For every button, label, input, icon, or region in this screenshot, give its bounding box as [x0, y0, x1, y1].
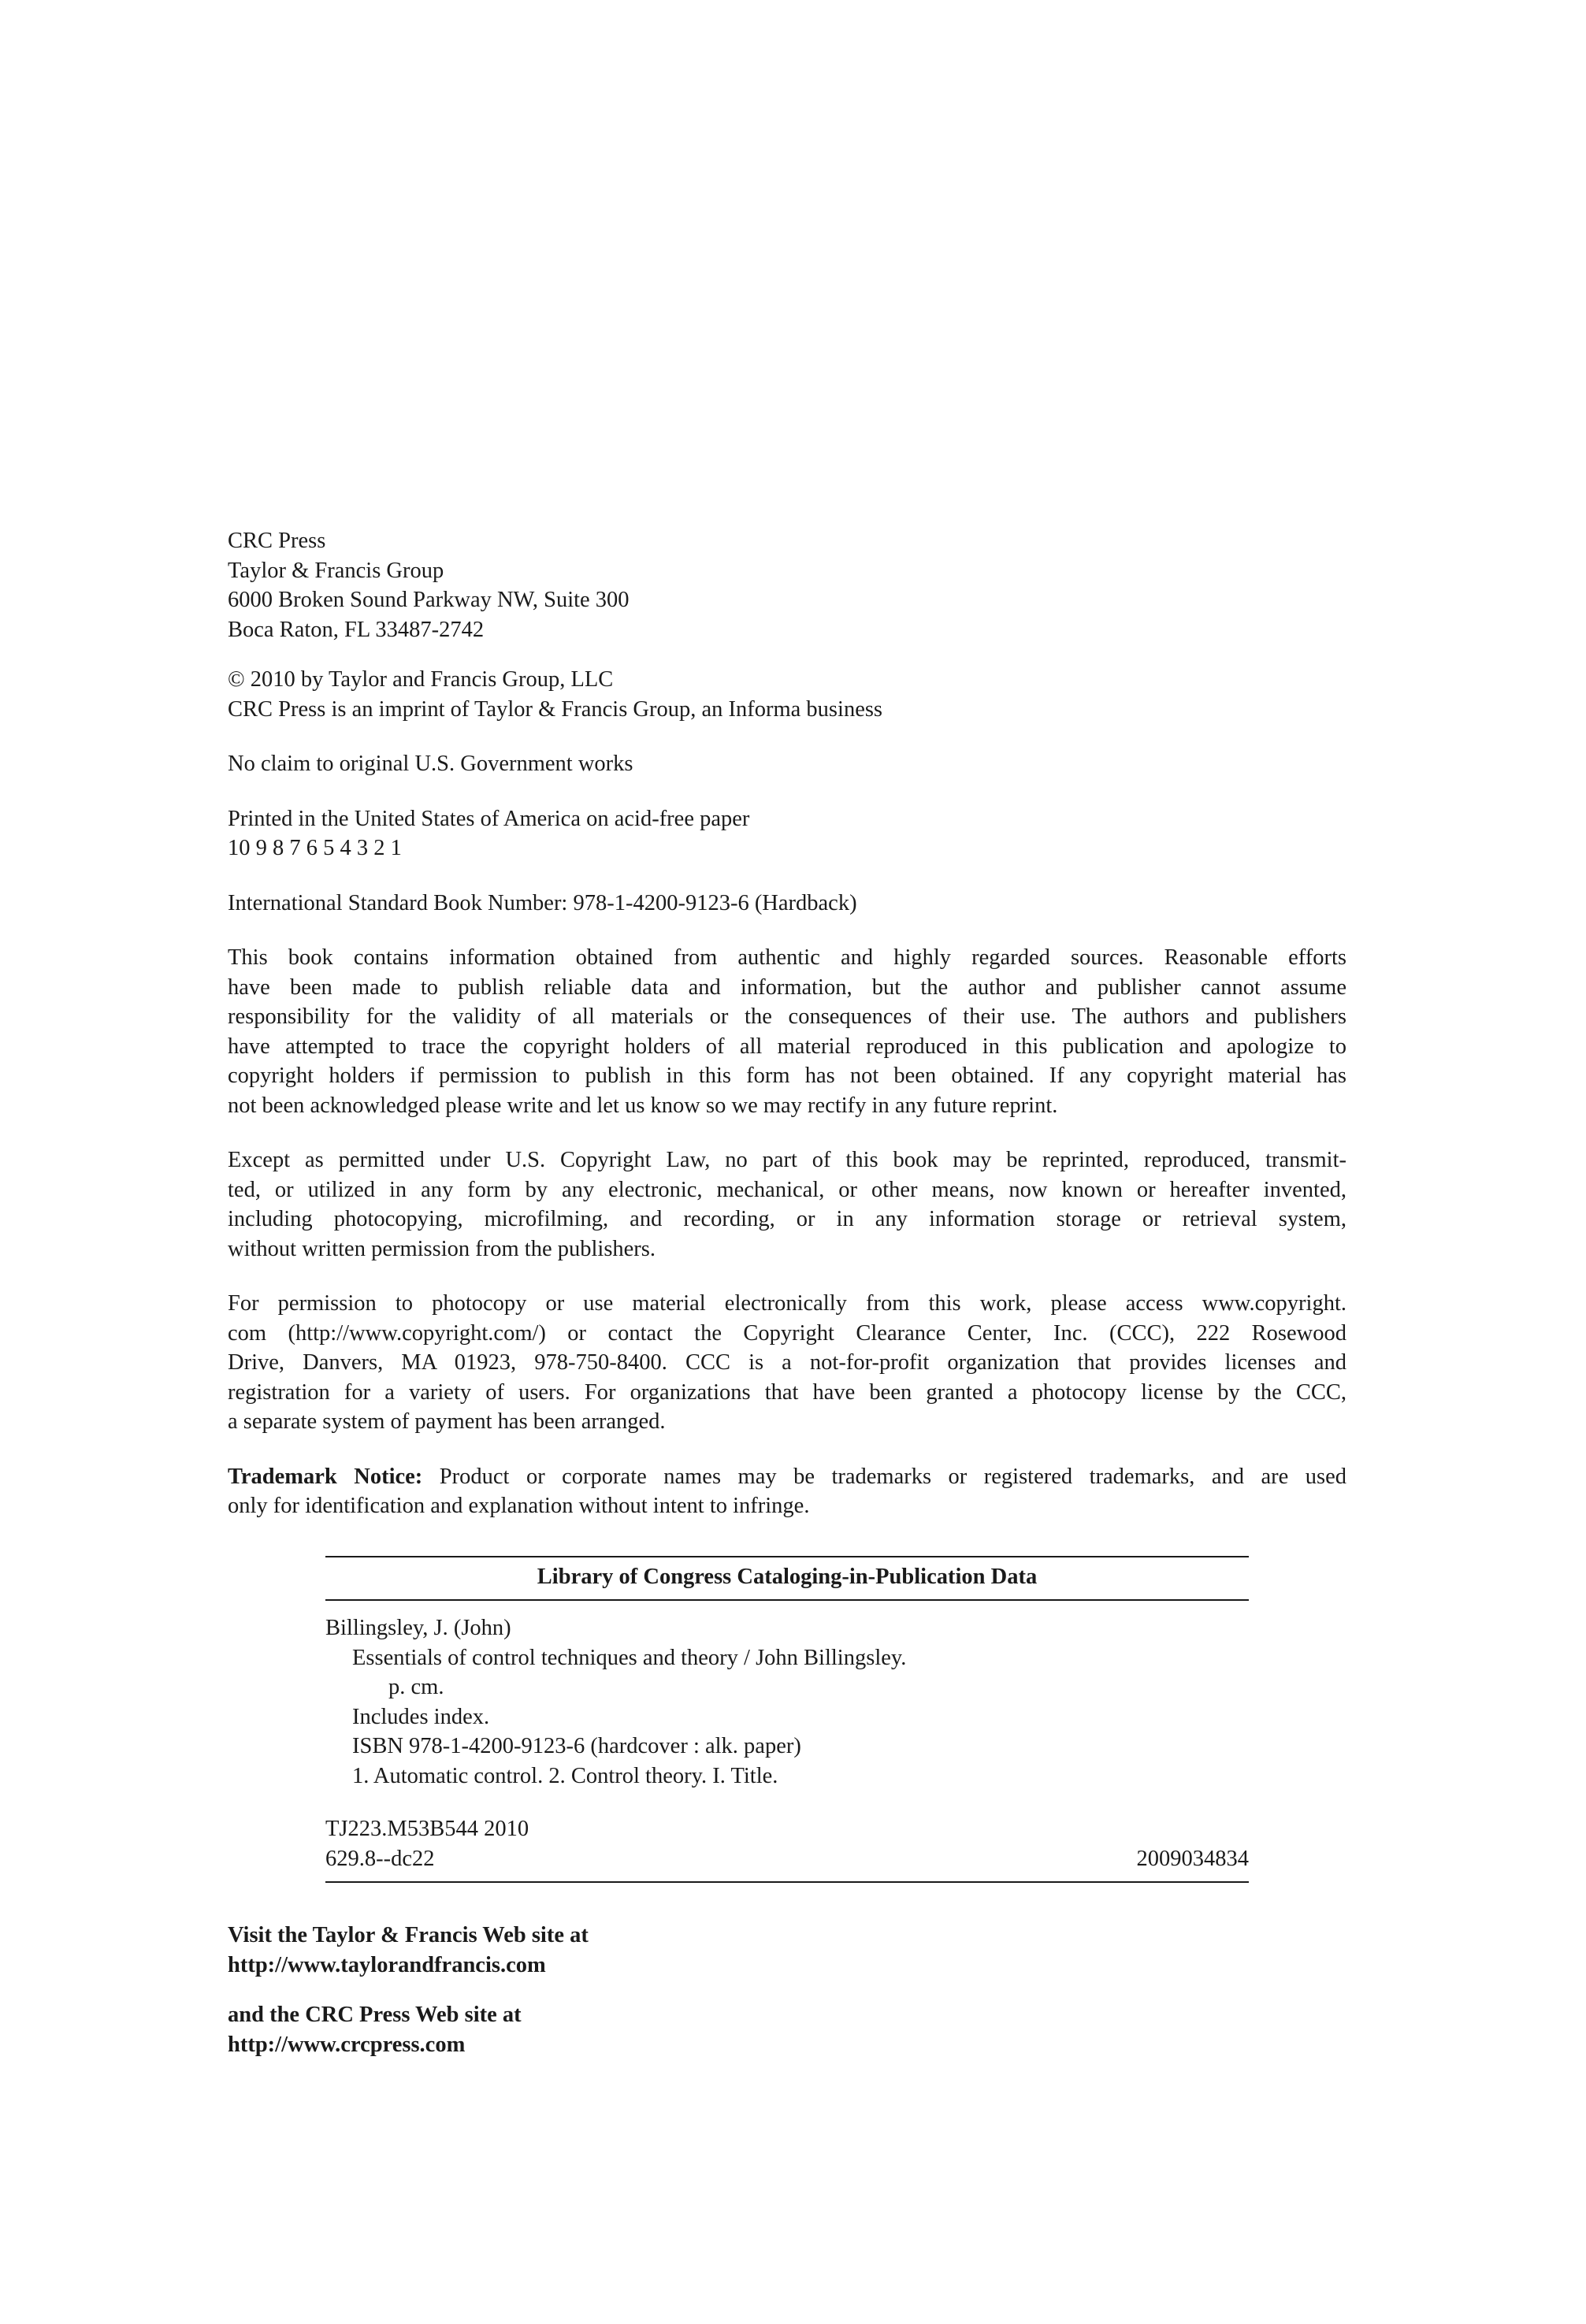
government-notice	[228, 749, 1346, 779]
copyright-line: © 2010 by Taylor and Francis Group, LLC	[228, 667, 614, 692]
cip-lccn: 2009034834	[1136, 1846, 1249, 1871]
trademark-notice	[228, 1462, 1346, 1521]
trademark-line-2: only for identification and explanation without intent to infringe.	[228, 1494, 810, 1518]
cip-dewey: 629.8--dc22	[325, 1846, 435, 1871]
publisher-address-line1: 6000 Broken Sound Parkway NW, Suite 300	[228, 588, 630, 612]
cip-lc-class: TJ223.M53B544 2010	[325, 1817, 529, 1841]
paragraph-line: com (http://www.copyright.com/) or contact the Copyright Clearance Center, Inc. (CCC), 222 Rosewood	[228, 1320, 1346, 1346]
paragraph-line: For permission to photocopy or use material electronically from this work, please access www.copyright.	[228, 1291, 1346, 1316]
publisher-name: CRC Press	[228, 529, 326, 553]
cip-subjects: 1. Automatic control. 2. Control theory. I. Title.	[352, 1763, 778, 1788]
printing-info	[228, 804, 1346, 863]
publisher-address-line2: Boca Raton, FL 33487-2742	[228, 617, 485, 642]
isbn-statement	[228, 889, 1346, 919]
paragraph-line: Except as permitted under U.S. Copyright Law, no part of this book may be reprinted, reproduced, transmit-	[228, 1148, 1346, 1172]
copyright-notice	[228, 665, 1346, 724]
paragraph-line: not been acknowledged please write and let us know so we may rectify in any future reprint.	[228, 1093, 1058, 1118]
cip-title: Library of Congress Cataloging-in-Publication Data	[537, 1564, 1038, 1589]
permission-paragraph	[228, 1289, 1346, 1437]
crc-website-label: and the CRC Press Web site at	[228, 2003, 522, 2027]
cip-classification-row	[325, 1844, 1249, 1882]
publisher-group: Taylor & Francis Group	[228, 558, 444, 583]
paragraph-line: copyright holders if permission to publish in this form has not been obtained. If any copyright material has	[228, 1064, 1346, 1088]
cip-pagination: p. cm.	[388, 1675, 444, 1699]
printed-line: Printed in the United States of America on acid-free paper	[228, 806, 750, 831]
paragraph-line: This book contains information obtained from authentic and highly regarded sources. Reasonable efforts	[228, 945, 1346, 970]
cip-classification	[325, 1814, 1249, 1881]
imprint-line: CRC Press is an imprint of Taylor & Francis Group, an Informa business	[228, 696, 883, 722]
copyright-page	[228, 526, 1346, 2059]
cip-record	[325, 1601, 1249, 1791]
cip-isbn: ISBN 978-1-4200-9123-6 (hardcover : alk. paper)	[352, 1734, 801, 1758]
trademark-label: Trademark Notice:	[228, 1464, 423, 1489]
paragraph-line: a separate system of payment has been arranged.	[228, 1409, 666, 1434]
trademark-text: Product or corporate names may be trademarks or registered trademarks, and are used	[422, 1464, 1346, 1489]
isbn-line: International Standard Book Number: 978-1-4200-9123-6 (Hardback)	[228, 890, 857, 915]
information-paragraph	[228, 943, 1346, 1120]
crc-website-url[interactable]: http://www.crcpress.com	[228, 2032, 466, 2057]
no-claim-line: No claim to original U.S. Government works	[228, 752, 633, 776]
tf-website-url[interactable]: http://www.taylorandfrancis.com	[228, 1952, 546, 1977]
cip-index-note: Includes index.	[352, 1704, 490, 1729]
paragraph-line: responsibility for the validity of all materials or the consequences of their use. The authors and publishers	[228, 1004, 1346, 1029]
copyright-law-paragraph	[228, 1145, 1346, 1264]
paragraph-line: registration for a variety of users. For organizations that have been granted a photocopy license by the CCC,	[228, 1379, 1346, 1405]
paragraph-line: have attempted to trace the copyright holders of all material reproduced in this publication and apologize to	[228, 1034, 1346, 1059]
cip-bottom-rule	[325, 1881, 1249, 1883]
paragraph-line: ted, or utilized in any form by any electronic, mechanical, or other means, now known or hereafter invented,	[228, 1177, 1346, 1202]
paragraph-line: without written permission from the publishers.	[228, 1236, 656, 1261]
cip-title-statement: Essentials of control techniques and theory / John Billingsley.	[352, 1645, 907, 1670]
cip-author: Billingsley, J. (John)	[325, 1616, 511, 1640]
trademark-line	[228, 1462, 1346, 1492]
cip-data-block	[325, 1556, 1249, 1884]
paragraph-line: including photocopying, microfilming, and recording, or in any information storage or retrieval system,	[228, 1207, 1346, 1231]
publisher-address	[228, 526, 1346, 644]
paragraph-line: Drive, Danvers, MA 01923, 978-750-8400. CCC is a not-for-profit organization that provides licenses and	[228, 1350, 1346, 1375]
website-info	[228, 1921, 1346, 2059]
printing-number-line: 10 9 8 7 6 5 4 3 2 1	[228, 836, 402, 860]
tf-website-label: Visit the Taylor & Francis Web site at	[228, 1923, 589, 1947]
paragraph-line: have been made to publish reliable data and information, but the author and publisher cannot assume	[228, 975, 1346, 1000]
